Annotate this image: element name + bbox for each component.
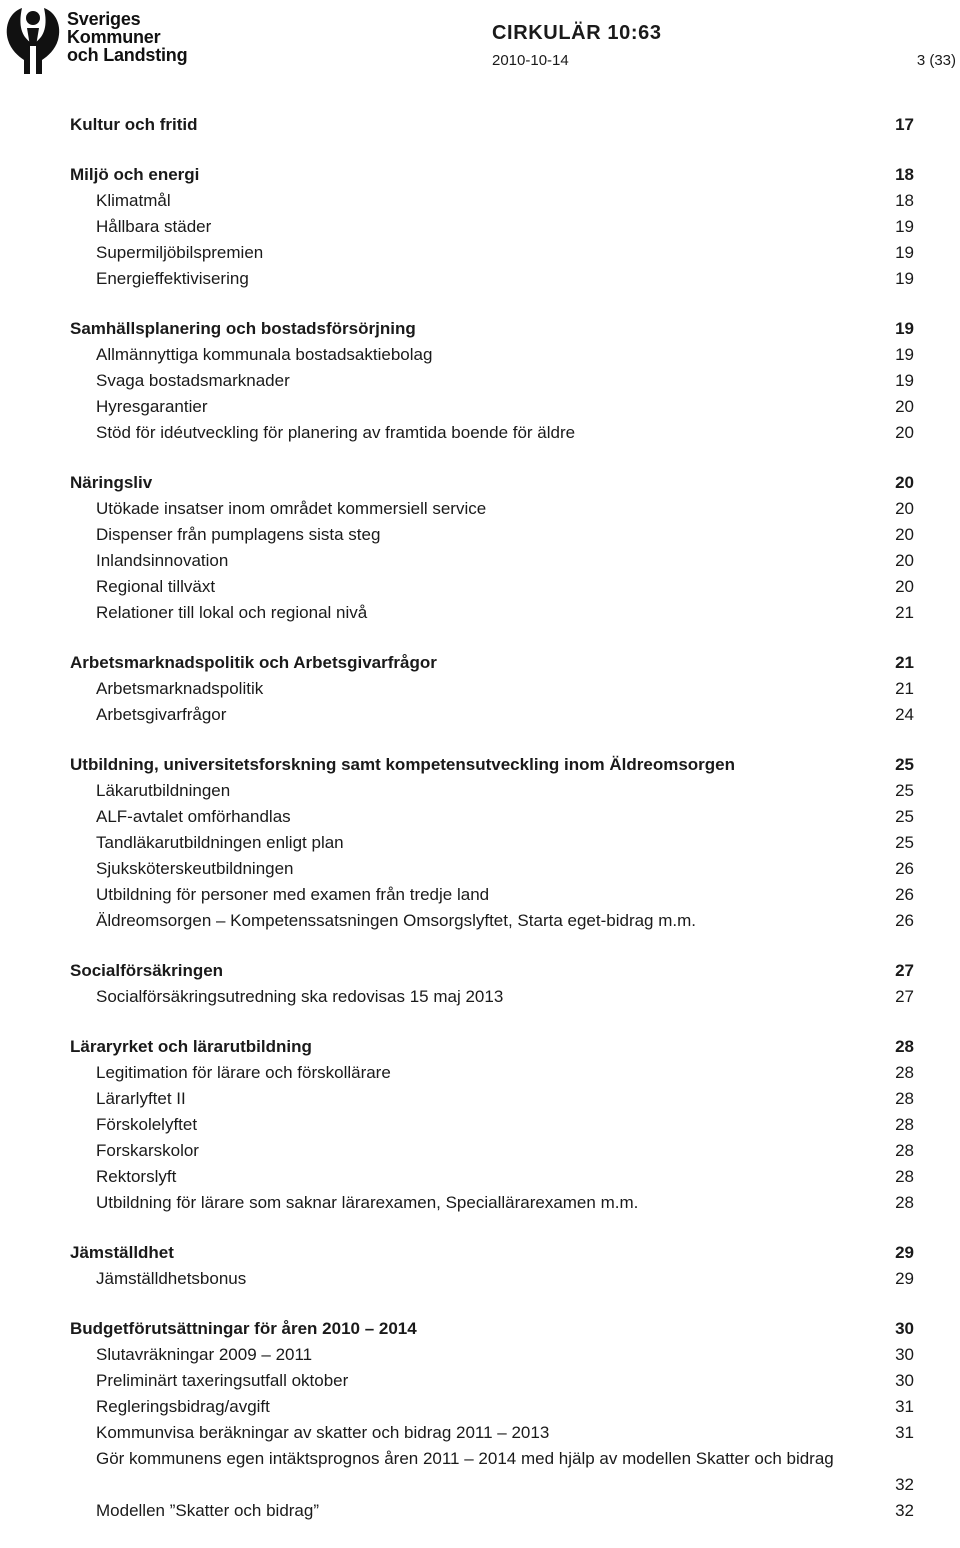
- toc-entry-page: 28: [895, 1115, 914, 1134]
- toc-entry-title: Kommunvisa beräkningar av skatter och bidrag 2011 – 2013: [96, 1423, 550, 1442]
- toc-entry-title: Svaga bostadsmarknader: [96, 371, 290, 390]
- org-line-1: Sveriges: [67, 9, 141, 29]
- toc-entry-title: Energieffektivisering: [96, 269, 249, 288]
- toc-entry-page: 20: [895, 397, 914, 416]
- toc-entry-page: 24: [895, 705, 914, 724]
- toc-subentry[interactable]: [70, 1446, 914, 1498]
- toc-subentry[interactable]: [70, 1138, 914, 1164]
- toc-heading[interactable]: [70, 162, 914, 188]
- toc-entry-title: Inlandsinnovation: [96, 551, 229, 570]
- toc-entry-page: 19: [895, 319, 914, 338]
- toc-entry-title: Legitimation för lärare och förskollärare: [96, 1063, 391, 1082]
- toc-entry-page: 30: [895, 1371, 914, 1390]
- toc-entry-page: 26: [895, 911, 914, 930]
- toc-entry-title: Samhällsplanering och bostadsförsörjning: [70, 319, 416, 338]
- toc-entry-title: Utbildning för lärare som saknar lärarexamen, Speciallärarexamen m.m.: [96, 1193, 639, 1212]
- toc-heading[interactable]: [70, 316, 914, 342]
- org-line-2: Kommuner: [67, 27, 161, 47]
- toc-subentry[interactable]: [70, 984, 914, 1010]
- toc-subentry[interactable]: [70, 1420, 914, 1446]
- toc-entry-page: 28: [895, 1167, 914, 1186]
- toc-entry-title: Arbetsmarknadspolitik och Arbetsgivarfrågor: [70, 653, 437, 672]
- toc-subentry[interactable]: [70, 574, 914, 600]
- org-line-3: och Landsting: [67, 45, 188, 65]
- document-date: 2010-10-14: [492, 52, 569, 69]
- toc-section: [70, 316, 914, 446]
- toc-entry-title: Rektorslyft: [96, 1167, 177, 1186]
- toc-subentry[interactable]: [70, 1164, 914, 1190]
- toc-subentry[interactable]: [70, 1498, 914, 1524]
- toc-subentry[interactable]: [70, 804, 914, 830]
- toc-entry-page: 21: [895, 653, 914, 672]
- toc-entry-title: Dispenser från pumplagens sista steg: [96, 525, 381, 544]
- toc-heading[interactable]: [70, 1240, 914, 1266]
- toc-entry-page: 26: [895, 859, 914, 878]
- toc-subentry[interactable]: [70, 1060, 914, 1086]
- toc-entry-title: Läkarutbildningen: [96, 781, 231, 800]
- toc-entry-title: Relationer till lokal och regional nivå: [96, 603, 368, 622]
- toc-entry-title: Lärarlyftet II: [96, 1089, 186, 1108]
- toc-subentry[interactable]: [70, 908, 914, 934]
- toc-entry-title: Klimatmål: [96, 191, 171, 210]
- toc-section: [70, 958, 914, 1010]
- toc-section: [70, 470, 914, 626]
- toc-section: [70, 752, 914, 934]
- toc-subentry[interactable]: [70, 1190, 914, 1216]
- toc-entry-title: Forskarskolor: [96, 1141, 199, 1160]
- toc-section: [70, 650, 914, 728]
- toc-entry-page: 31: [895, 1397, 914, 1416]
- toc-entry-page: 19: [895, 269, 914, 288]
- toc-entry-title: Regleringsbidrag/avgift: [96, 1397, 270, 1416]
- toc-entry-title: Stöd för idéutveckling för planering av framtida boende för äldre: [96, 423, 576, 442]
- toc-entry-title: Utbildning för personer med examen från tredje land: [96, 885, 490, 904]
- toc-entry-page: 18: [895, 165, 914, 184]
- toc-entry-page: 20: [895, 423, 914, 442]
- page-header: [0, 0, 960, 80]
- toc-subentry[interactable]: [70, 214, 914, 240]
- toc-entry-page: 25: [895, 833, 914, 852]
- toc-entry-page: 20: [895, 473, 914, 492]
- toc-entry-title: Kultur och fritid: [70, 115, 198, 134]
- toc-subentry[interactable]: [70, 1368, 914, 1394]
- toc-subentry[interactable]: [70, 342, 914, 368]
- toc-section: [70, 1240, 914, 1292]
- toc-heading[interactable]: [70, 958, 914, 984]
- toc-subentry[interactable]: [70, 702, 914, 728]
- skl-logo-icon: [2, 2, 64, 76]
- toc-entry-title: Utökade insatser inom området kommersiell service: [96, 499, 487, 518]
- toc-entry-title: Äldreomsorgen – Kompetenssatsningen Omsorgslyftet, Starta eget-bidrag m.m.: [96, 911, 697, 930]
- toc-entry-page: 30: [895, 1319, 914, 1338]
- toc-subentry[interactable]: [70, 1266, 914, 1292]
- toc-entry-page: 17: [895, 115, 914, 134]
- toc-entry-title: Förskolelyftet: [96, 1115, 198, 1134]
- toc-subentry[interactable]: [70, 856, 914, 882]
- toc-entry-page: 32: [895, 1475, 914, 1494]
- toc-subentry[interactable]: [70, 676, 914, 702]
- org-name: [67, 10, 187, 64]
- toc-entry-title: Tandläkarutbildningen enligt plan: [96, 833, 344, 852]
- toc-entry-title: Jämställdhet: [70, 1243, 174, 1262]
- table-of-contents: [70, 112, 914, 1548]
- toc-entry-page: 19: [895, 371, 914, 390]
- toc-entry-page: 26: [895, 885, 914, 904]
- toc-entry-title: Budgetförutsättningar för åren 2010 – 2014: [70, 1319, 417, 1338]
- toc-entry-page: 20: [895, 577, 914, 596]
- toc-entry-title: Supermiljöbilspremien: [96, 243, 264, 262]
- toc-entry-page: 25: [895, 807, 914, 826]
- toc-section: [70, 162, 914, 292]
- toc-entry-page: 27: [895, 961, 914, 980]
- toc-entry-page: 19: [895, 345, 914, 364]
- document-title: CIRKULÄR 10:63: [492, 22, 662, 44]
- toc-entry-title: Läraryrket och lärarutbildning: [70, 1037, 312, 1056]
- page-number: 3 (33): [916, 52, 956, 69]
- toc-subentry[interactable]: [70, 240, 914, 266]
- toc-entry-page: 25: [895, 755, 914, 774]
- toc-entry-title: Hyresgarantier: [96, 397, 208, 416]
- toc-entry-title: Socialförsäkringen: [70, 961, 224, 980]
- toc-entry-title: Preliminärt taxeringsutfall oktober: [96, 1371, 349, 1390]
- toc-entry-title: Utbildning, universitetsforskning samt kompetensutveckling inom Äldreomsorgen: [70, 755, 735, 774]
- toc-subentry[interactable]: [70, 522, 914, 548]
- toc-entry-page: 25: [895, 781, 914, 800]
- toc-entry-title: Hållbara städer: [96, 217, 212, 236]
- toc-subentry[interactable]: [70, 496, 914, 522]
- toc-entry-title: Slutavräkningar 2009 – 2011: [96, 1345, 313, 1364]
- toc-entry-page: 28: [895, 1089, 914, 1108]
- toc-entry-page: 32: [895, 1501, 914, 1520]
- toc-entry-page: 20: [895, 525, 914, 544]
- toc-entry-title: Näringsliv: [70, 473, 153, 492]
- toc-entry-title: Socialförsäkringsutredning ska redovisas 15 maj 2013: [96, 987, 504, 1006]
- toc-section: [70, 1034, 914, 1216]
- toc-subentry[interactable]: [70, 1086, 914, 1112]
- toc-entry-title: Jämställdhetsbonus: [96, 1269, 247, 1288]
- toc-heading[interactable]: [70, 752, 914, 778]
- toc-heading[interactable]: [70, 1034, 914, 1060]
- toc-subentry[interactable]: [70, 882, 914, 908]
- toc-subentry[interactable]: [70, 778, 914, 804]
- toc-subentry[interactable]: [70, 1342, 914, 1368]
- toc-heading[interactable]: [70, 470, 914, 496]
- toc-entry-title: Gör kommunens egen intäktsprognos åren 2011 – 2014 med hjälp av modellen Skatter och bidrag: [96, 1449, 834, 1468]
- toc-entry-page: 21: [895, 679, 914, 698]
- toc-subentry[interactable]: [70, 600, 914, 626]
- toc-entry-page: 29: [895, 1269, 914, 1288]
- toc-entry-page: 28: [895, 1193, 914, 1212]
- toc-entry-title: Allmännyttiga kommunala bostadsaktiebolag: [96, 345, 433, 364]
- toc-entry-page: 21: [895, 603, 914, 622]
- toc-entry-title: Miljö och energi: [70, 165, 200, 184]
- toc-section: [70, 112, 914, 138]
- toc-heading[interactable]: [70, 112, 914, 138]
- toc-entry-title: ALF-avtalet omförhandlas: [96, 807, 291, 826]
- toc-subentry[interactable]: [70, 266, 914, 292]
- toc-entry-page: 30: [895, 1345, 914, 1364]
- toc-entry-title: Modellen ”Skatter och bidrag”: [96, 1501, 320, 1520]
- toc-subentry[interactable]: [70, 188, 914, 214]
- toc-entry-page: 19: [895, 217, 914, 236]
- toc-entry-page: 27: [895, 987, 914, 1006]
- toc-entry-page: 20: [895, 551, 914, 570]
- toc-heading[interactable]: [70, 650, 914, 676]
- toc-entry-title: Regional tillväxt: [96, 577, 216, 596]
- toc-heading[interactable]: [70, 1316, 914, 1342]
- toc-entry-page: 29: [895, 1243, 914, 1262]
- toc-entry-page: 20: [895, 499, 914, 518]
- toc-entry-title: Arbetsgivarfrågor: [96, 705, 227, 724]
- toc-entry-title: Arbetsmarknadspolitik: [96, 679, 264, 698]
- toc-subentry[interactable]: [70, 1112, 914, 1138]
- toc-subentry[interactable]: [70, 548, 914, 574]
- toc-entry-page: 28: [895, 1141, 914, 1160]
- toc-entry-page: 31: [895, 1423, 914, 1442]
- toc-subentry[interactable]: [70, 368, 914, 394]
- toc-entry-page: 28: [895, 1037, 914, 1056]
- toc-entry-title: Sjuksköterskeutbildningen: [96, 859, 294, 878]
- toc-section: [70, 1316, 914, 1524]
- toc-entry-page: 19: [895, 243, 914, 262]
- toc-entry-page: 18: [895, 191, 914, 210]
- toc-subentry[interactable]: [70, 394, 914, 420]
- toc-subentry[interactable]: [70, 1394, 914, 1420]
- toc-subentry[interactable]: [70, 830, 914, 856]
- toc-entry-page: 28: [895, 1063, 914, 1082]
- toc-subentry[interactable]: [70, 420, 914, 446]
